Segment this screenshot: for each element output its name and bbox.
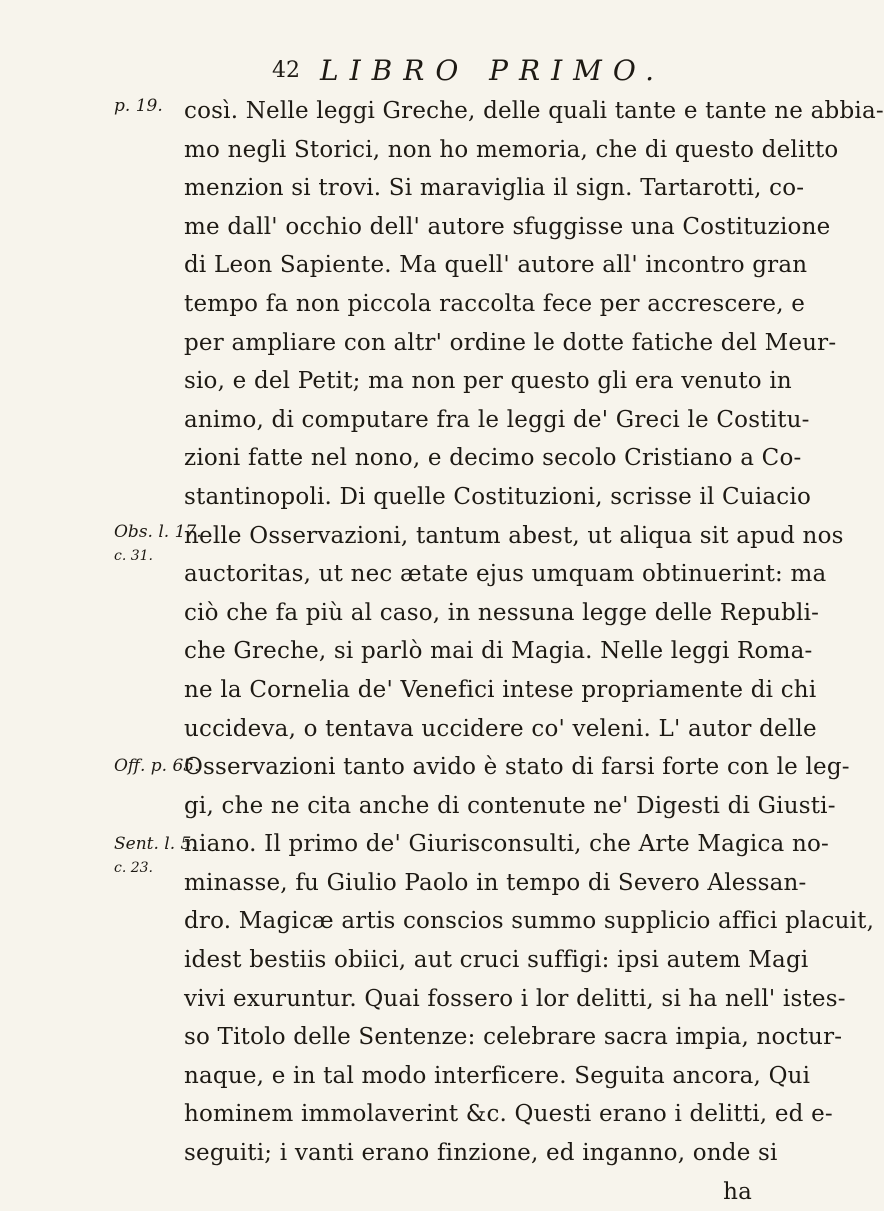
margin-note: Obs. l. 17. [114, 522, 202, 542]
body-text [184, 92, 884, 1211]
margin-note: c. 31. [114, 548, 154, 564]
text-line: ne la Cornelia de' Venefici intese propriamente di chi [184, 676, 817, 703]
running-title: LIBRO PRIMO. [320, 54, 666, 87]
margin-note: c. 23. [114, 860, 154, 876]
text-line: gi, che ne cita anche di contenute ne' Digesti di Giusti- [184, 792, 836, 819]
text-line: di Leon Sapiente. Ma quell' autore all' incontro gran [184, 252, 808, 279]
text-line: ha [723, 1178, 752, 1205]
text-line: vivi exuruntur. Quai fossero i lor delitti, si ha nell' istes- [184, 985, 846, 1012]
text-line: tempo fa non piccola raccolta fece per accrescere, e [184, 290, 806, 317]
text-line: me dall' occhio dell' autore sfuggisse una Costituzione [184, 213, 831, 240]
text-line: idest bestiis obiici, aut cruci suffigi: ipsi autem Magi [184, 947, 809, 974]
text-line: seguiti; i vanti erano finzione, ed inganno, onde si [184, 1140, 778, 1167]
text-line: minasse, fu Giulio Paolo in tempo di Severo Alessan- [184, 869, 807, 896]
margin-notes [0, 0, 202, 1207]
text-line: stantinopoli. Di quelle Costituzioni, scrisse il Cuiacio [184, 483, 811, 510]
text-line: ciò che fa più al caso, in nessuna legge delle Republi- [184, 599, 820, 626]
text-line: Osservazioni tanto avido è stato di farsi forte con le leg- [184, 754, 850, 781]
text-line: zioni fatte nel nono, e decimo secolo Cristiano a Co- [184, 445, 802, 472]
text-line: so Titolo delle Sentenze: celebrare sacra impia, noctur- [184, 1024, 843, 1051]
text-line: niano. Il primo de' Giurisconsulti, che Arte Magica no- [184, 831, 830, 858]
text-line: uccideva, o tentava uccidere co' veleni. L' autor delle [184, 715, 817, 742]
text-line: naque, e in tal modo interficere. Seguita ancora, Qui [184, 1062, 811, 1089]
text-line: mo negli Storici, non ho memoria, che di questo delitto [184, 136, 839, 163]
text-line: menzion si trovi. Si maraviglia il sign. Tartarotti, co- [184, 175, 805, 202]
text-line: auctoritas, ut nec ætate ejus umquam obtinuerint: ma [184, 561, 827, 588]
text-line: sio, e del Petit; ma non per questo gli era venuto in [184, 368, 792, 395]
text-line: animo, di computare fra le leggi de' Greci le Costitu- [184, 406, 810, 433]
margin-note: p. 19. [114, 96, 163, 116]
text-line: hominem immolaverint &c. Questi erano i delitti, ed e- [184, 1101, 833, 1128]
margin-note: Sent. l. 5. [114, 834, 197, 854]
text-line: che Greche, si parlò mai di Magia. Nelle leggi Roma- [184, 638, 813, 665]
text-line: nelle Osservazioni, tantum abest, ut aliqua sit apud nos [184, 522, 844, 549]
text-line: dro. Magicæ artis conscios summo supplicio affici placuit, [184, 908, 875, 935]
page-number: 42 [272, 58, 300, 83]
text-line: per ampliare con altr' ordine le dotte fatiche del Meur- [184, 329, 837, 356]
text-line: così. Nelle leggi Greche, delle quali tante e tante ne abbia- [184, 98, 884, 124]
margin-note: Off. p. 65. [114, 756, 200, 776]
